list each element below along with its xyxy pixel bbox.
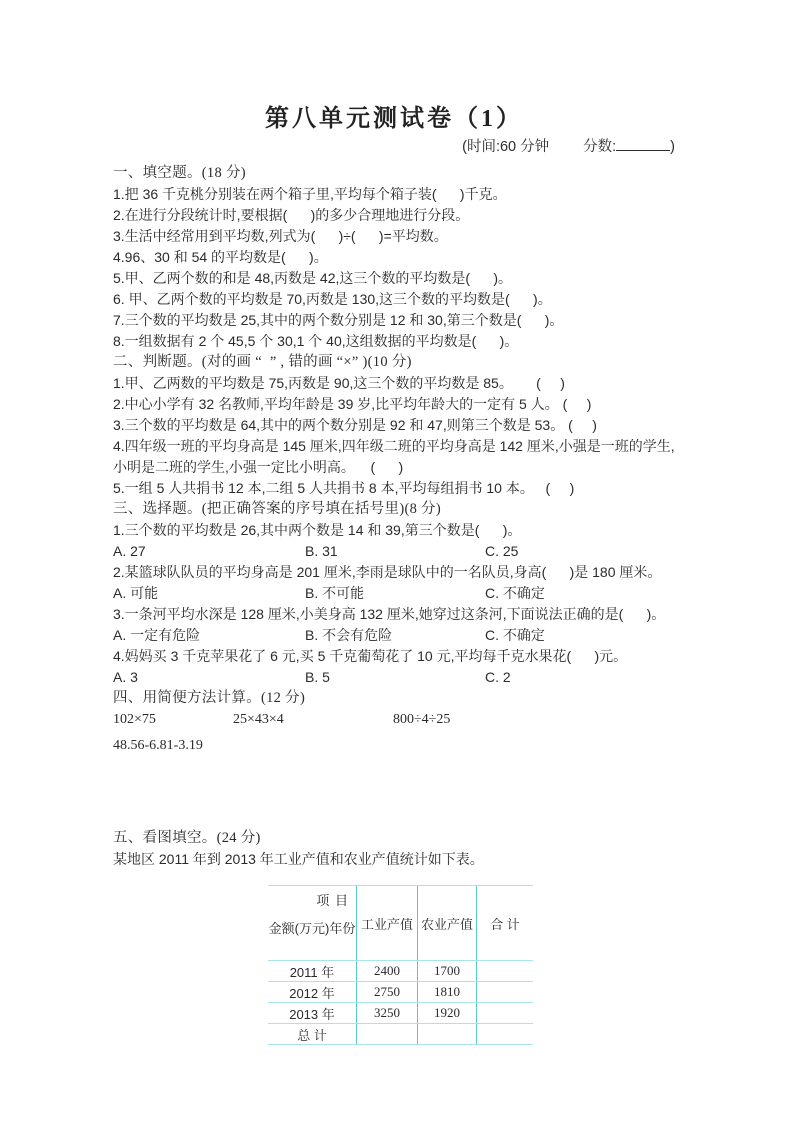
section-choice bbox=[113, 499, 675, 688]
section-judge-heading: 二、判断题。(对的画 “ ” , 错的画 “×” )(10 分) bbox=[113, 354, 412, 370]
fill-question-8: 8.一组数据有 2 个 45,5 个 30,1 个 40,这组数据的平均数是( )。 bbox=[113, 333, 519, 349]
stat-table-wrap bbox=[268, 885, 675, 1045]
section-lookup-heading: 五、看图填空。(24 分) bbox=[113, 830, 261, 846]
fill-question-4: 4.96、30 和 54 的平均数是( )。 bbox=[113, 249, 328, 265]
calc-expression-3: 800÷4÷25 bbox=[393, 712, 451, 727]
option-a: A. 27 bbox=[113, 543, 146, 559]
option-a: A. 一定有危险 bbox=[113, 627, 201, 643]
section-judge bbox=[113, 352, 675, 499]
meta-close-paren: ) bbox=[670, 139, 675, 155]
table-header-row bbox=[268, 886, 533, 961]
fill-question-1: 1.把 36 千克桃分别装在两个箱子里,平均每个箱子装( )千克。 bbox=[113, 186, 507, 202]
choice-options-1 bbox=[113, 541, 675, 562]
score-blank-line bbox=[616, 137, 670, 151]
corner-label-item: 项 目 bbox=[316, 893, 349, 908]
lookup-intro: 某地区 2011 年到 2013 年工业产值和农业产值统计如下表。 bbox=[113, 851, 484, 867]
fill-question-6: 6. 甲、乙两个数的平均数是 70,丙数是 130,这三个数的平均数是( )。 bbox=[113, 291, 552, 307]
time-label: (时间:60 分钟 bbox=[462, 139, 550, 155]
option-b: B. 不会有危险 bbox=[305, 627, 393, 643]
total-cell bbox=[477, 961, 534, 982]
table-row bbox=[268, 961, 533, 982]
industrial-cell: 2400 bbox=[357, 961, 418, 982]
choice-question-1: 1.三个数的平均数是 26,其中两个数是 14 和 39,第三个数是( )。 bbox=[113, 522, 522, 538]
option-a: A. 可能 bbox=[113, 585, 159, 601]
column-header-agricultural: 农业产值 bbox=[418, 886, 477, 961]
judge-question-3: 3.三个数的平均数是 64,其中的两个数分别是 92 和 47,则第三个数是 53。 ( ) bbox=[113, 417, 597, 433]
page-title: 第八单元测试卷（1） bbox=[265, 106, 523, 132]
total-cell bbox=[477, 982, 534, 1003]
choice-question-2: 2.某篮球队队员的平均身高是 201 厘米,李雨是球队中的一名队员,身高( )是 180 厘米。 bbox=[113, 564, 662, 580]
option-b: B. 不可能 bbox=[305, 585, 365, 601]
fill-question-5: 5.甲、乙两个数的和是 48,丙数是 42,这三个数的平均数是( )。 bbox=[113, 270, 513, 286]
corner-label-amount-year: 金额(万元)年份 bbox=[268, 921, 356, 936]
calc-expression-1: 102×75 bbox=[113, 712, 156, 727]
industrial-cell bbox=[357, 1024, 418, 1045]
choice-question-3: 3.一条河平均水深是 128 厘米,小美身高 132 厘米,她穿过这条河,下面说法正确的是( )。 bbox=[113, 606, 666, 622]
choice-options-4 bbox=[113, 667, 675, 688]
calc-expression-4: 48.56-6.81-3.19 bbox=[113, 738, 203, 753]
year-cell: 2012 年 bbox=[268, 982, 357, 1003]
table-row-grand-total bbox=[268, 1024, 533, 1045]
calc-expression-2: 25×43×4 bbox=[233, 712, 284, 727]
agricultural-cell: 1700 bbox=[418, 961, 477, 982]
fill-question-7: 7.三个数的平均数是 25,其中的两个数分别是 12 和 30,第三个数是( )。 bbox=[113, 312, 564, 328]
option-b: B. 5 bbox=[305, 669, 330, 685]
judge-question-5: 5.一组 5 人共捐书 12 本,二组 5 人共捐书 8 本,平均每组捐书 10 本。 ( ) bbox=[113, 480, 575, 496]
option-c: C. 不确定 bbox=[485, 627, 545, 643]
year-cell: 2011 年 bbox=[268, 961, 357, 982]
section-choice-heading: 三、选择题。(把正确答案的序号填在括号里)(8 分) bbox=[113, 501, 441, 517]
score-label: 分数: bbox=[583, 139, 617, 155]
column-header-industrial: 工业产值 bbox=[357, 886, 418, 961]
year-cell: 总 计 bbox=[268, 1024, 357, 1045]
total-cell bbox=[477, 1003, 534, 1024]
judge-question-1: 1.甲、乙两数的平均数是 75,丙数是 90,这三个数的平均数是 85。 ( ) bbox=[113, 375, 565, 391]
total-cell bbox=[477, 1024, 534, 1045]
agricultural-cell: 1920 bbox=[418, 1003, 477, 1024]
section-fill-heading: 一、填空题。(18 分) bbox=[113, 165, 246, 181]
fill-question-2: 2.在进行分段统计时,要根据( )的多少合理地进行分段。 bbox=[113, 207, 470, 223]
header-meta bbox=[113, 137, 675, 157]
industrial-cell: 3250 bbox=[357, 1003, 418, 1024]
judge-question-4: 4.四年级一班的平均身高是 145 厘米,四年级二班的平均身高是 142 厘米,小强是一班的学生,小明是二班的学生,小强一定比小明高。 ( ) bbox=[113, 438, 675, 475]
calc-expressions-row-2 bbox=[113, 735, 675, 756]
choice-question-4: 4.妈妈买 3 千克苹果花了 6 元,买 5 千克葡萄花了 10 元,平均每千克水果花( )元。 bbox=[113, 648, 628, 664]
option-c: C. 不确定 bbox=[485, 585, 545, 601]
section-lookup bbox=[113, 828, 675, 1045]
agricultural-cell bbox=[418, 1024, 477, 1045]
year-cell: 2013 年 bbox=[268, 1003, 357, 1024]
section-calc-heading: 四、用简便方法计算。(12 分) bbox=[113, 690, 306, 706]
fill-question-3: 3.生活中经常用到平均数,列式为( )÷( )=平均数。 bbox=[113, 228, 448, 244]
option-c: C. 2 bbox=[485, 669, 511, 685]
judge-question-2: 2.中心小学有 32 名教师,平均年龄是 39 岁,比平均年龄大的一定有 5 人。 ( ) bbox=[113, 396, 592, 412]
column-header-total: 合 计 bbox=[477, 886, 534, 961]
table-row bbox=[268, 1003, 533, 1024]
choice-options-3 bbox=[113, 625, 675, 646]
agricultural-cell: 1810 bbox=[418, 982, 477, 1003]
section-calc bbox=[113, 688, 675, 756]
calc-expressions-row bbox=[113, 709, 675, 730]
option-a: A. 3 bbox=[113, 669, 138, 685]
option-c: C. 25 bbox=[485, 543, 519, 559]
industrial-cell: 2750 bbox=[357, 982, 418, 1003]
choice-options-2 bbox=[113, 583, 675, 604]
stat-table bbox=[268, 885, 533, 1045]
corner-header-cell bbox=[268, 886, 357, 961]
table-row bbox=[268, 982, 533, 1003]
option-b: B. 31 bbox=[305, 543, 338, 559]
section-fill-in bbox=[113, 163, 675, 352]
